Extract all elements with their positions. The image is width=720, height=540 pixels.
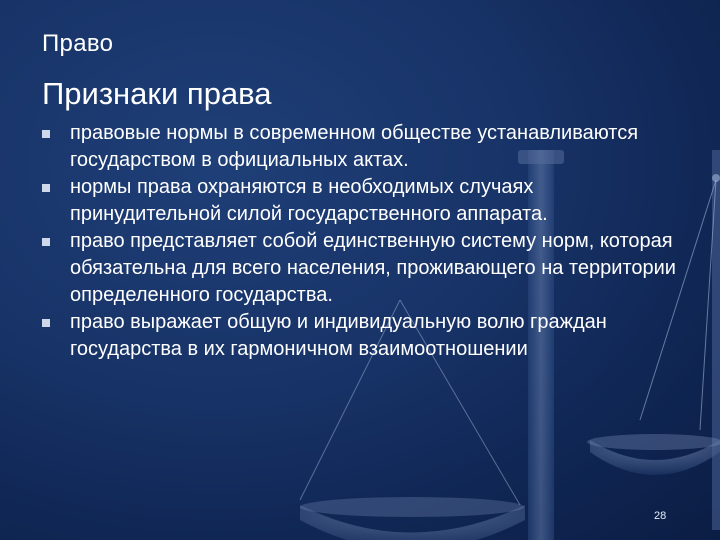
section-title: Право (42, 30, 114, 57)
bullet-list (40, 120, 680, 363)
bullet-text: право выражает общую и индивидуальную волю граждан государства в их гармоничном взаимоотношении (70, 311, 607, 360)
page-number: 28 (654, 510, 667, 522)
square-bullet-icon (42, 184, 50, 192)
bullet-item (40, 174, 680, 228)
slide-title: Признаки права (42, 76, 272, 111)
square-bullet-icon (42, 130, 50, 138)
bullet-item (40, 228, 680, 309)
bullet-text: право представляет собой единственную систему норм, которая обязательна для всего населения, проживающего на территории определенного государства. (70, 230, 676, 306)
square-bullet-icon (42, 319, 50, 327)
bullet-item (40, 120, 680, 174)
bullet-text: правовые нормы в современном обществе устанавливаются государством в официальных актах. (70, 122, 639, 171)
bullet-item (40, 309, 680, 363)
bullet-text: нормы права охраняются в необходимых случаях принудительной силой государственного аппарата. (70, 176, 548, 225)
square-bullet-icon (42, 238, 50, 246)
